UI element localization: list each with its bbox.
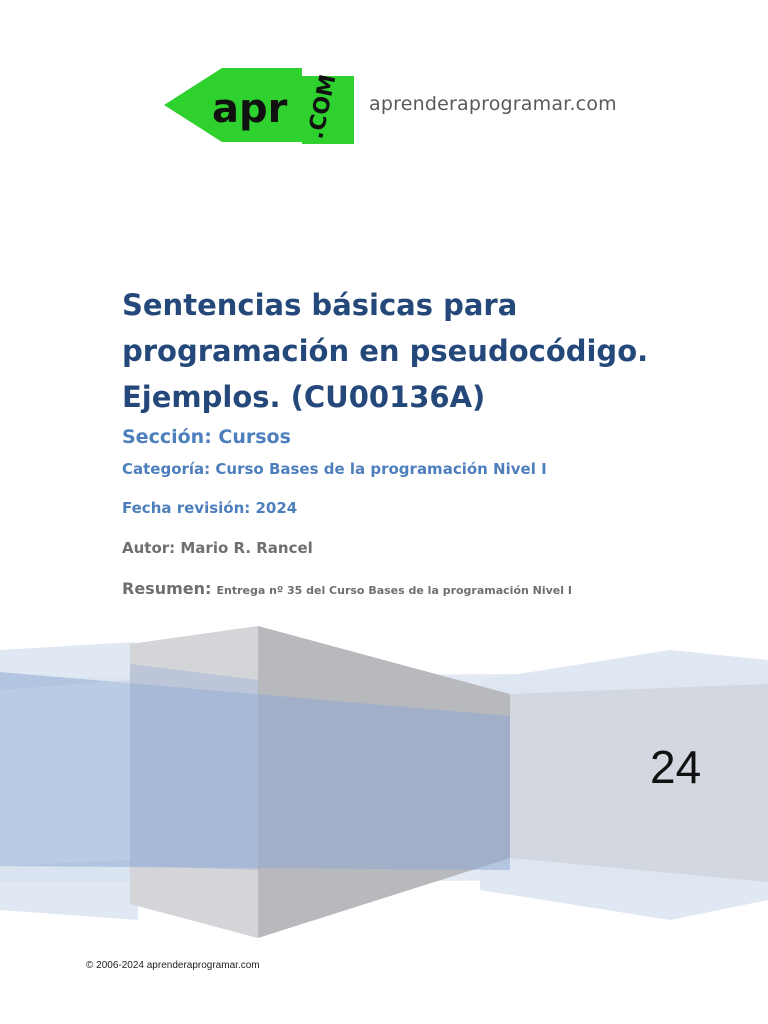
logo-superscript: 2 bbox=[284, 74, 297, 95]
page-number: 24 bbox=[650, 741, 702, 793]
summary bbox=[122, 579, 572, 598]
category-label: Categoría: Curso Bases de la programación Nivel I bbox=[122, 460, 547, 478]
site-logo bbox=[162, 60, 358, 150]
section-label: Sección: Cursos bbox=[122, 426, 291, 448]
document-title: Sentencias básicas para programación en pseudocódigo. Ejemplos. (CU00136A) bbox=[122, 288, 649, 414]
summary-text: Entrega nº 35 del Curso Bases de la programación Nivel I bbox=[216, 584, 572, 597]
author-label: Autor: Mario R. Rancel bbox=[122, 539, 313, 557]
footer-copyright: © 2006-2024 aprenderaprogramar.com bbox=[86, 960, 260, 971]
summary-label: Resumen: bbox=[122, 579, 212, 598]
logo-apr-text: apr bbox=[212, 86, 288, 132]
logo-dotcom: .COM bbox=[303, 72, 342, 142]
review-date: Fecha revisión: 2024 bbox=[122, 499, 298, 517]
site-name: aprenderaprogramar.com bbox=[369, 93, 617, 115]
